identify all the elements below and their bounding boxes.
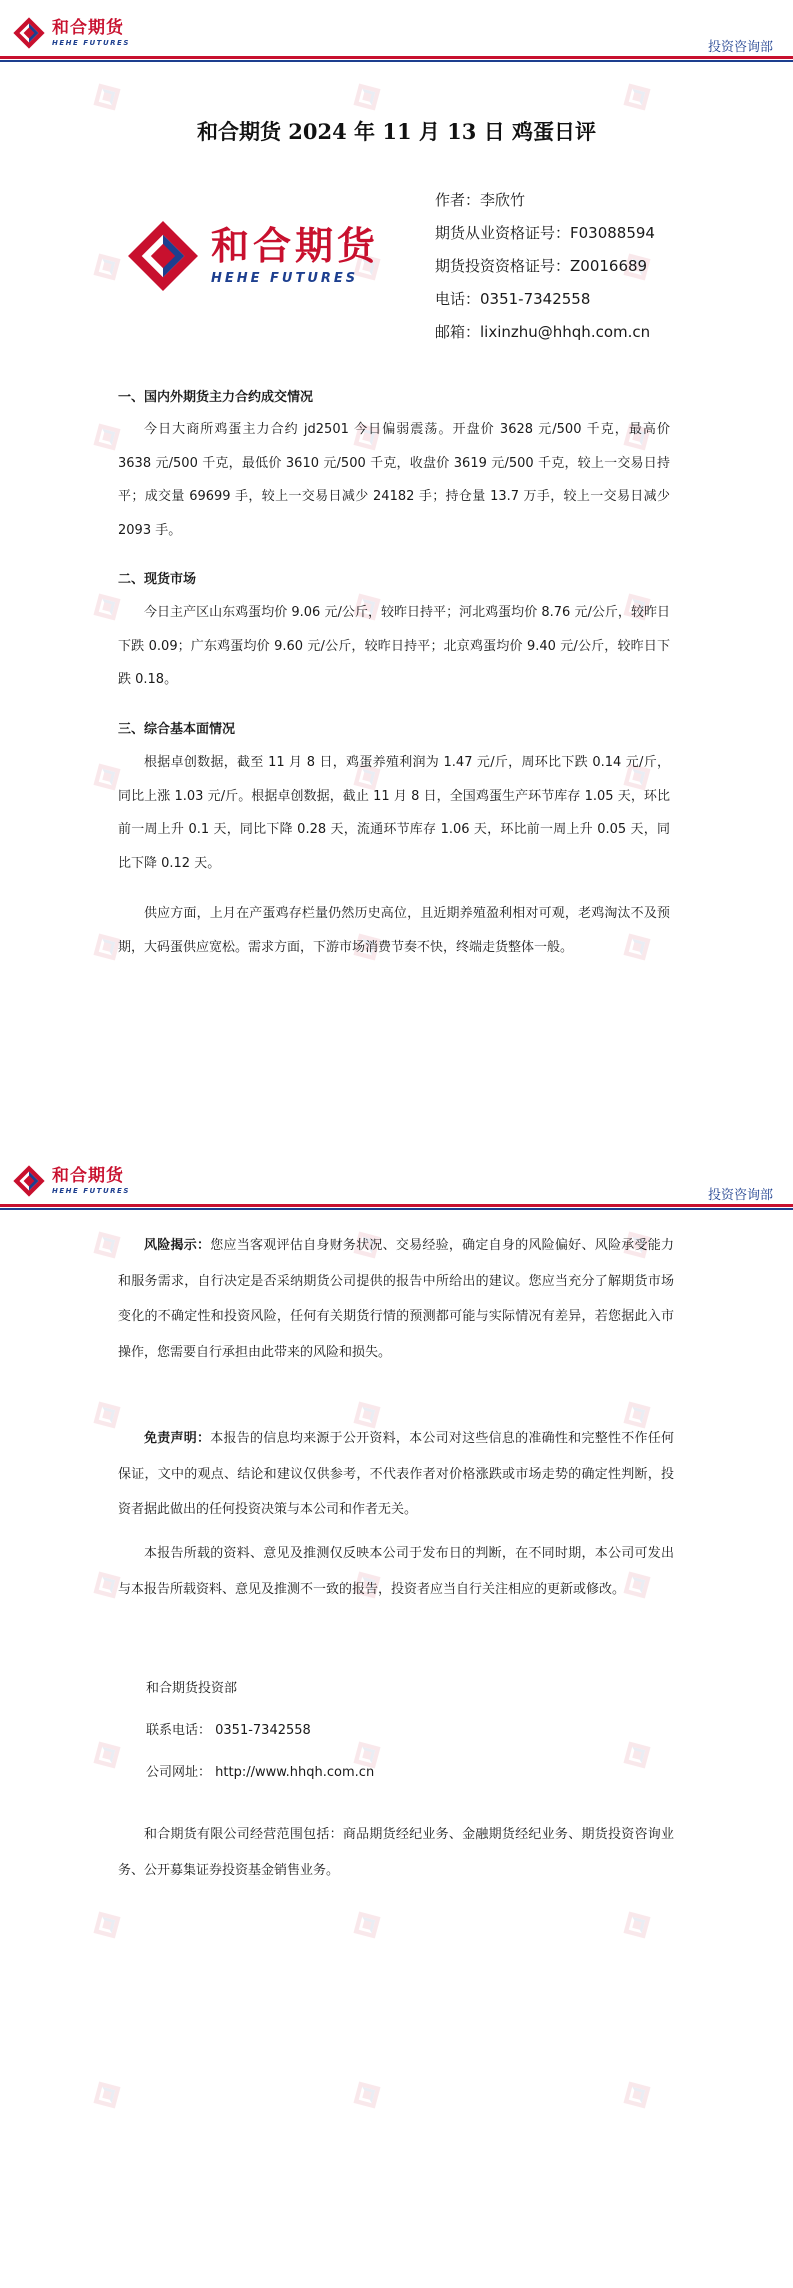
watermark-logo xyxy=(84,1732,130,1778)
header-divider-red xyxy=(0,56,793,59)
hehe-logo-icon xyxy=(614,2072,660,2118)
hehe-logo-icon xyxy=(344,1902,390,1948)
header-divider-blue xyxy=(0,60,793,62)
watermark-logo xyxy=(614,74,660,120)
watermark-logo xyxy=(614,1732,660,1778)
header-logo xyxy=(12,1164,130,1198)
section-paragraph: 今日主产区山东鸡蛋均价 9.06 元/公斤，较昨日持平；河北鸡蛋均价 8.76 元/公斤，较昨日下跌 0.09；广东鸡蛋均价 9.60 元/公斤，较昨日持平；北京鸡蛋均价 9.40 元/公斤，较昨日下跌 0.18。 xyxy=(118,605,670,687)
exempt-text: 本报告的信息均来源于公开资料，本公司对这些信息的准确性和完整性不作任何保证，文中的观点、结论和建议仅供参考，不代表作者对价格涨跌或市场走势的确定性判断，投资者据此做出的任何投资决策与本公司和作者无关。 xyxy=(118,1431,674,1517)
author-email: 邮箱：lixinzhu@hhqh.com.cn xyxy=(435,323,651,341)
hehe-logo-icon xyxy=(84,244,130,290)
report-title: 和合期货 2024 年 11 月 13 日 鸡蛋日评 xyxy=(196,119,597,144)
page-header xyxy=(0,0,793,62)
report-page-2 xyxy=(0,1148,793,2288)
section-paragraph: 今日大商所鸡蛋主力合约 jd2501 今日偏弱震荡。开盘价 3628 元/500 千克，最高价 3638 元/500 千克，最低价 3610 元/500 千克，收盘价 3619 元/500 千克，较上一交易日持平；成交量 69699 手，较上一交易日减少 24182 手；持仓量 13.7 万手，较上一交易日减少 2093 手。 xyxy=(118,422,670,538)
header-logo xyxy=(12,16,130,50)
header-department: 投资咨询部 xyxy=(707,40,773,55)
author-info xyxy=(435,184,655,349)
header-divider-blue xyxy=(0,1208,793,1210)
copyright-statement: 本报告所载的资料、意见及推测仅反映本公司于发布日的判断，在不同时期，本公司可发出与本报告所载资料、意见及推测不一致的报告，投资者应当自行关注相应的更新或修改。 xyxy=(118,1546,674,1597)
header-department: 投资咨询部 xyxy=(707,1188,773,1203)
contact-department: 和合期货投资部 xyxy=(146,1681,238,1696)
hehe-logo-icon xyxy=(84,1902,130,1948)
header-logo-en: HEHE FUTURES xyxy=(52,1186,130,1195)
header-logo-cn: 和合期货 xyxy=(52,17,124,38)
watermark-logo xyxy=(614,1902,660,1948)
author-name: 作者：李欣竹 xyxy=(435,191,526,209)
risk-label: 风险揭示： xyxy=(144,1238,211,1253)
watermark-logo xyxy=(84,2072,130,2118)
hehe-logo-icon xyxy=(84,74,130,120)
hehe-logo-icon xyxy=(12,16,46,50)
exempt-label: 免责声明： xyxy=(144,1431,211,1446)
hehe-logo-icon xyxy=(125,218,201,294)
risk-disclosure xyxy=(118,1228,674,1370)
watermark-logo xyxy=(614,2072,660,2118)
watermark-logo xyxy=(344,2072,390,2118)
company-logo xyxy=(125,218,379,294)
author-phone: 电话：0351-7342558 xyxy=(435,290,591,308)
author-consult-license: 期货投资资格证号：Z0016689 xyxy=(435,257,648,275)
risk-text: 您应当客观评估自身财务状况、交易经验，确定自身的风险偏好、风险承受能力和服务需求，自行决定是否采纳期货公司提供的报告中所给出的建议。您应当充分了解期货市场变化的不确定性和投资风险，任何有关期货行情的预测都可能与实际情况有差异，若您据此入市操作，您需要自行承担由此带来的风险和损失。 xyxy=(118,1238,674,1360)
company-logo-en: HEHE FUTURES xyxy=(211,270,359,286)
hehe-logo-icon xyxy=(614,1902,660,1948)
hehe-logo-icon xyxy=(344,2072,390,2118)
section-paragraph: 供应方面，上月在产蛋鸡存栏量仍然历史高位，且近期养殖盈利相对可观，老鸡淘汰不及预期，大码蛋供应宽松。需求方面，下游市场消费节奏不快，终端走货整体一般。 xyxy=(118,906,670,955)
hehe-logo-icon xyxy=(614,1732,660,1778)
section-heading-trading: 一、国内外期货主力合约成交情况 xyxy=(118,390,314,405)
watermark-logo xyxy=(344,1902,390,1948)
header-logo-en: HEHE FUTURES xyxy=(52,38,130,47)
section-paragraph: 根据卓创数据，截至 11 月 8 日，鸡蛋养殖利润为 1.47 元/斤，周环比下跌 0.14 元/斤，同比上涨 1.03 元/斤。根据卓创数据，截止 11 月 8 日，全国鸡蛋生产环节库存 1.05 天，环比前一周上升 0.1 天，同比下降 0.28 天，流通环节库存 1.06 天，环比前一周上升 0.05 天，同比下降 0.12 天。 xyxy=(118,755,670,871)
watermark-logo xyxy=(84,244,130,290)
page-header xyxy=(0,1148,793,1210)
contact-website: 公司网址： http://www.hhqh.com.cn xyxy=(146,1765,375,1780)
business-scope: 和合期货有限公司经营范围包括：商品期货经纪业务、金融期货经纪业务、期货投资咨询业务、公开募集证券投资基金销售业务。 xyxy=(118,1827,674,1878)
company-logo-cn: 和合期货 xyxy=(211,223,380,268)
section-heading-spot: 二、现货市场 xyxy=(118,572,197,587)
hehe-logo-icon xyxy=(84,2072,130,2118)
header-divider-red xyxy=(0,1204,793,1207)
section-heading-fundamentals: 三、综合基本面情况 xyxy=(118,722,236,737)
hehe-logo-icon xyxy=(12,1164,46,1198)
hehe-logo-icon xyxy=(84,1732,130,1778)
disclaimer-statement xyxy=(118,1421,674,1528)
hehe-logo-icon xyxy=(344,74,390,120)
header-logo-cn: 和合期货 xyxy=(52,1165,124,1186)
watermark-logo xyxy=(344,74,390,120)
contact-phone: 联系电话： 0351-7342558 xyxy=(146,1723,311,1738)
watermark-logo xyxy=(84,74,130,120)
watermark-logo xyxy=(84,1902,130,1948)
author-license: 期货从业资格证号：F03088594 xyxy=(435,224,655,242)
hehe-logo-icon xyxy=(614,74,660,120)
